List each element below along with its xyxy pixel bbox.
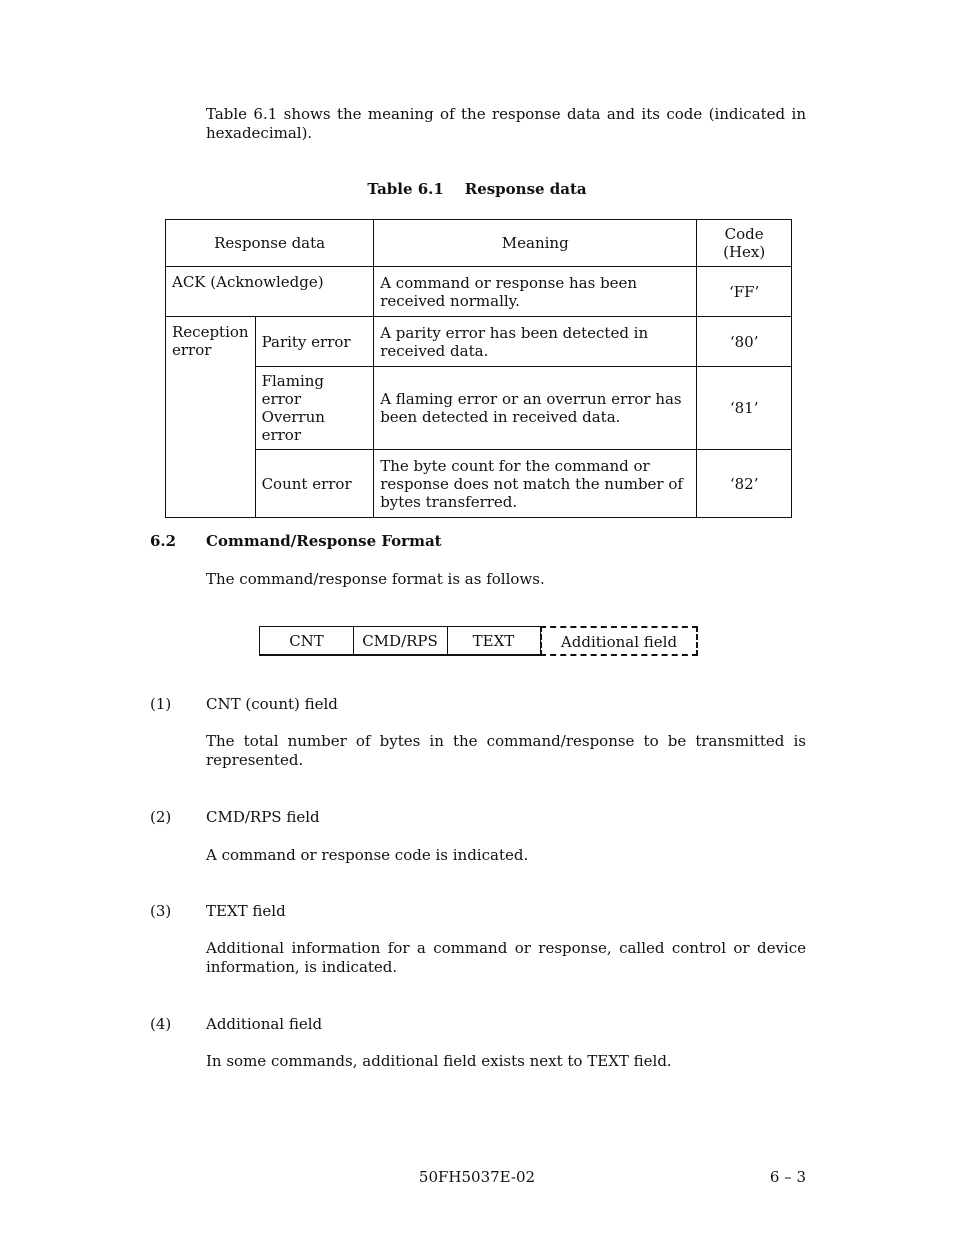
parity-error-label: Parity error <box>255 317 374 367</box>
item-description: Additional information for a command or response, called control or device information, is indicated. <box>206 939 806 976</box>
footer-page-number: 6 – 3 <box>769 1168 806 1186</box>
item-description: In some commands, additional field exists next to TEXT field. <box>206 1052 672 1070</box>
item-number: (1) <box>150 695 172 713</box>
item-number: (3) <box>150 902 172 920</box>
format-field-cnt: CNT <box>259 626 354 656</box>
header-meaning: Meaning <box>374 220 697 267</box>
format-field-text: TEXT <box>447 626 541 656</box>
ack-label: ACK (Acknowledge) <box>166 267 374 317</box>
flaming-error-meaning: A flaming error or an overrun error has been detected in received data. <box>374 367 697 450</box>
format-field-additional: Additional field <box>540 626 698 656</box>
count-error-label: Count error <box>255 450 374 518</box>
header-response-data: Response data <box>166 220 374 267</box>
section-number: 6.2 <box>150 532 177 550</box>
format-field-cmd-rps: CMD/RPS <box>353 626 448 656</box>
item-number: (2) <box>150 808 172 826</box>
table-row <box>166 317 792 367</box>
item-title: TEXT field <box>206 902 286 920</box>
section-title: Command/Response Format <box>206 532 442 550</box>
parity-error-code: ‘80’ <box>697 317 792 367</box>
header-code: Code (Hex) <box>697 220 792 267</box>
item-number: (4) <box>150 1015 172 1033</box>
reception-error-text: Reception error <box>172 323 249 359</box>
parity-error-meaning: A parity error has been detected in received data. <box>374 317 697 367</box>
item-description: A command or response code is indicated. <box>206 846 529 864</box>
response-data-table <box>165 219 792 518</box>
count-error-meaning: The byte count for the command or response does not match the number of bytes transferred. <box>374 450 697 518</box>
count-error-code: ‘82’ <box>697 450 792 518</box>
table-header-row <box>166 220 792 267</box>
item-title: CMD/RPS field <box>206 808 320 826</box>
table-row <box>166 367 792 450</box>
table-row <box>166 450 792 518</box>
ack-meaning: A command or response has been received normally. <box>374 267 697 317</box>
footer-doc-id: 50FH5037E-02 <box>418 1168 536 1186</box>
item-title: CNT (count) field <box>206 695 338 713</box>
flaming-error-code: ‘81’ <box>697 367 792 450</box>
table-caption: Table 6.1 Response data <box>367 180 587 198</box>
table-row <box>166 267 792 317</box>
item-title: Additional field <box>206 1015 323 1033</box>
intro-paragraph: Table 6.1 shows the meaning of the response data and its code (indicated in hexadecimal). <box>206 105 806 142</box>
section-intro: The command/response format is as follows. <box>206 570 545 588</box>
reception-error-label <box>166 317 256 518</box>
ack-code: ‘FF’ <box>697 267 792 317</box>
item-description: The total number of bytes in the command/response to be transmitted is represented. <box>206 732 806 769</box>
flaming-error-label: Flaming error Overrun error <box>255 367 374 450</box>
